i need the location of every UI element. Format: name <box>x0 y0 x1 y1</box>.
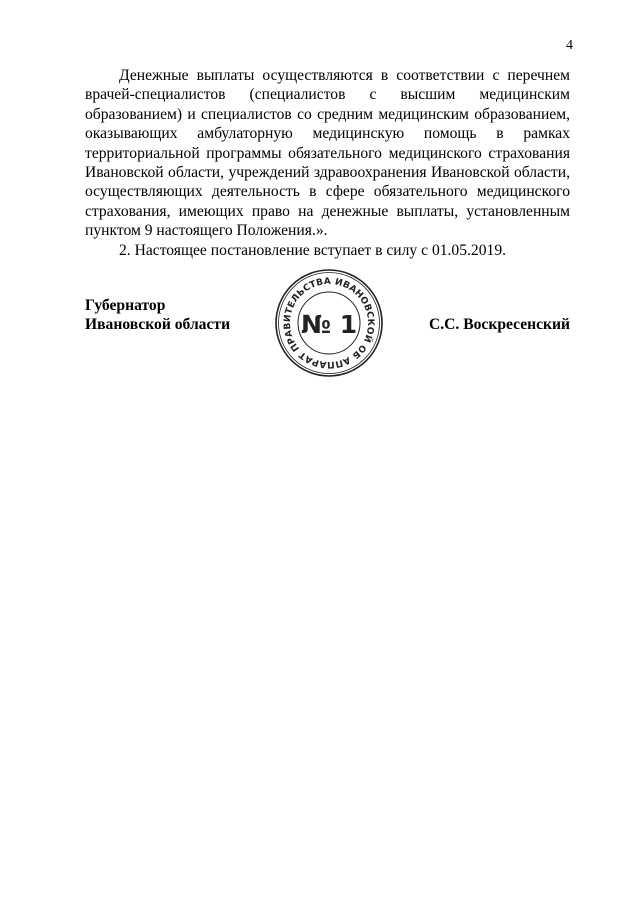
paragraph-payments: Денежные выплаты осуществляются в соответствии с перечнем врачей-специалистов (специалистов с высшим медицинским образованием) и специалистов со средним медицинским образованием, оказывающих амбулаторную медицинскую помощь в рамках территориальной программы обязательного медицинского страхования Ивановской области, учреждений здравоохранения Ивановской области, осуществляющих деятельность в сфере обязательного медицинского страхования, имеющих право на денежные выплаты, установленным пунктом 9 настоящего Положения.». <box>85 67 570 240</box>
page-number: 4 <box>566 38 573 53</box>
signature-block <box>85 276 570 376</box>
official-seal-stamp <box>273 267 385 379</box>
body-text <box>85 66 570 260</box>
signer-title-line-2: Ивановской области <box>85 316 231 334</box>
seal-ring-text: АППАРАТ ПРАВИТЕЛЬСТВА ИВАНОВСКОЙ ОБЛАСТИ <box>282 276 376 370</box>
signer-title-line-1: Губернатор <box>85 297 166 314</box>
signer-name: С.С. Воскресенский <box>429 316 570 333</box>
seal-center-text: № 1 <box>300 310 358 339</box>
signer-title <box>85 296 230 335</box>
paragraph-effective-date: 2. Настоящее постановление вступает в силу с 01.05.2019. <box>119 241 507 259</box>
